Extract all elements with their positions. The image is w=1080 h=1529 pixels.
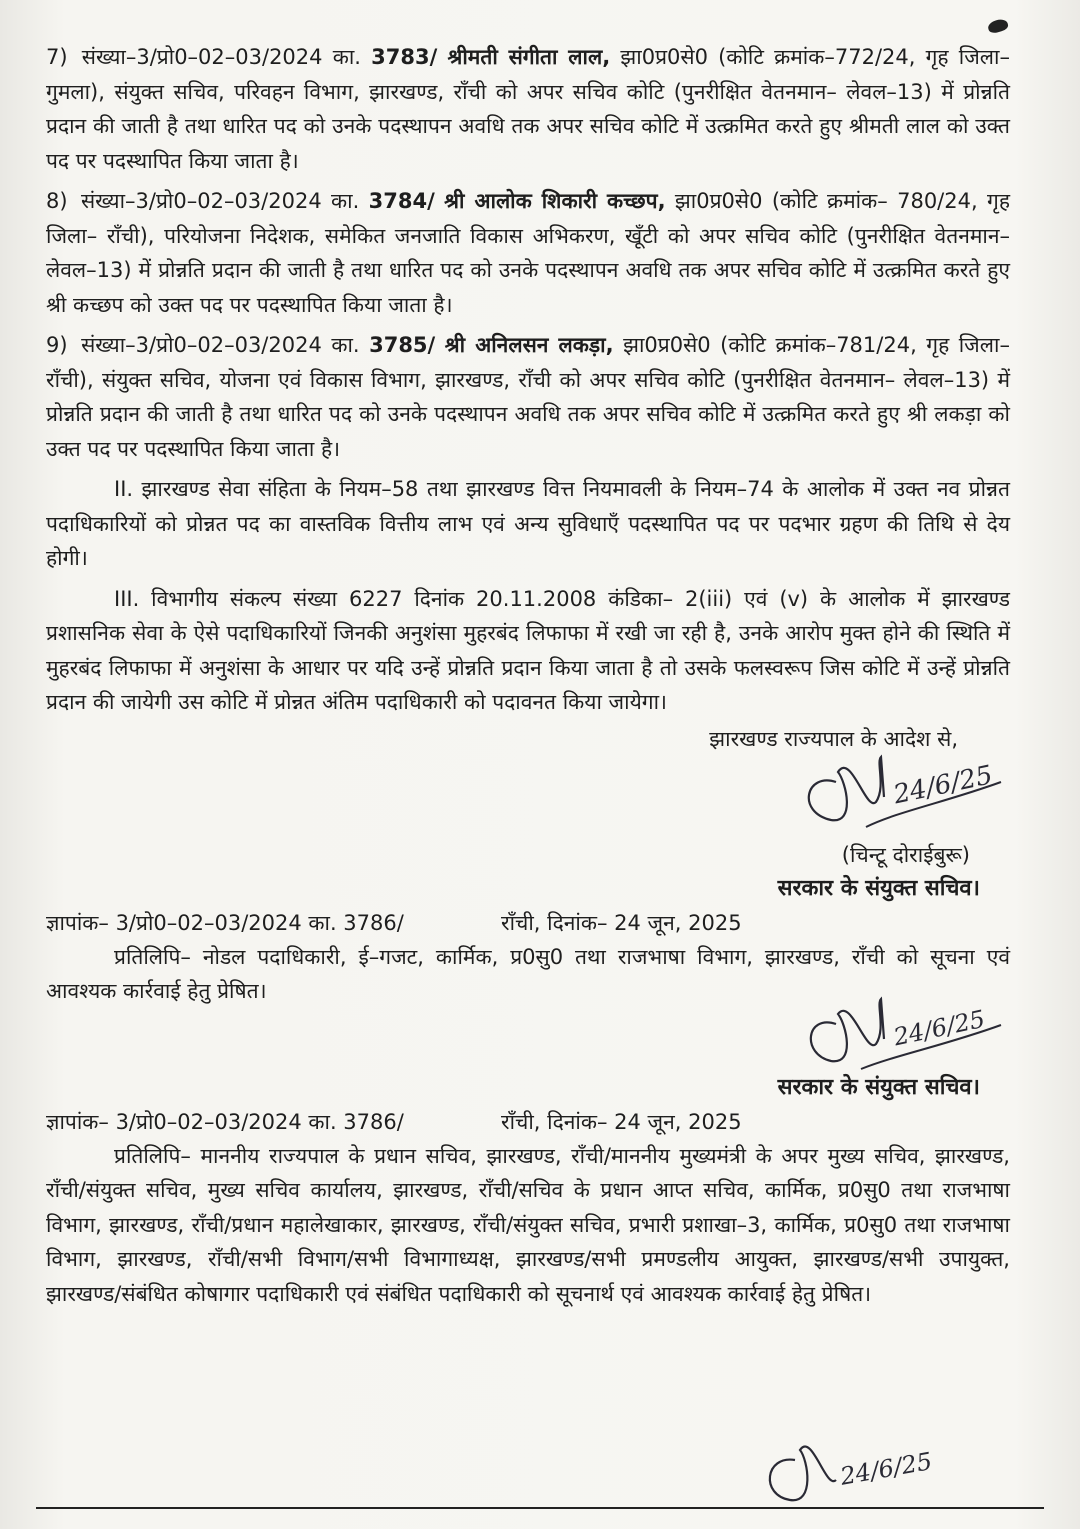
officer-name: श्री आलोक शिकारी कच्छप,	[444, 189, 666, 213]
memo-1-copy: प्रतिलिपि– नोडल पदाधिकारी, ई–गजट, कार्मिक, प्र0सु0 तथा राजभाषा विभाग, झारखण्ड, राँची को सूचना एवं आवश्यक कार्रवाई हेतु प्रेषित।	[46, 944, 1010, 1003]
signatory-title: सरकार के संयुक्त सचिव।	[777, 875, 980, 901]
officer-name: श्रीमती संगीता लाल,	[447, 45, 611, 69]
ink-mark	[987, 18, 1009, 35]
officer-name: श्री अनिलसन लकड़ा,	[444, 333, 614, 357]
svg-text:24/6/25: 24/6/25	[890, 759, 996, 810]
memo-2-copy: प्रतिलिपि– माननीय राज्यपाल के प्रधान सचिव, झारखण्ड, राँची/माननीय मुख्यमंत्री के अपर मुख्य सचिव, झारखण्ड, राँची/संयुक्त सचिव, मुख्य सचिव कार्यालय, झारखण्ड, राँची/सचिव के प्रधान आप्त सचिव, कार्मिक, प्र0सु0 तथा राजभाषा विभाग, झारखण्ड, राँची/प्रधान महालेखाकार, झारखण्ड, राँची/संयुक्त सचिव, प्रभारी प्रशाखा–3, कार्मिक, प्र0सु0 तथा राजभाषा विभाग, झारखण्ड, राँची/सभी विभाग/सभी विभागाध्यक्ष, झारखण्ड/सभी प्रमण्डलीय आयुक्त, झारखण्ड/सभी उपायुक्त, झारखण्ड/संबंधित कोषागार पदाधिकारी एवं संबंधित पदाधिकारी को सूचनार्थ एवं आवश्यक कार्रवाई हेतु प्रेषित।	[46, 1143, 1010, 1306]
signature-block	[46, 756, 1010, 838]
governor-order-line: झारखण्ड राज्यपाल के आदेश से,	[709, 726, 958, 751]
memo-1-header: ज्ञापांक– 3/प्रो0–02–03/2024 का. 3786/ राँची, दिनांक– 24 जून, 2025	[46, 910, 742, 935]
memo-1-signature	[46, 1004, 1010, 1071]
clause-iii: III. विभागीय संकल्प संख्या 6227 दिनांक 20.11.2008 कंडिका– 2(iii) एवं (v) के आलोक में झारखण्ड प्रशासनिक सेवा के ऐसे पदाधिकारियों जिनकी अनुशंसा मुहरबंद लिफाफा में रखी जा रही है, उनके आरोप मुक्त होने की स्थिति में मुहरबंद लिफाफा में अनुशंसा के आधार पर यदि उन्हें प्रोन्नति प्रदान किया जाता है तो उसके फलस्वरूप जिस कोटि में उन्हें प्रोन्नति प्रदान की जायेगी उस कोटि में प्रोन्नत अंतिम पदाधिकारी को पदावनत किया जायेगा।	[46, 586, 1010, 714]
handwritten-signature	[776, 989, 1016, 1079]
clause-ii: II. झारखण्ड सेवा संहिता के नियम–58 तथा झारखण्ड वित्त नियमावली के नियम–74 के आलोक में उक्त नव प्रोन्नत पदाधिकारियों को प्रोन्नत पद का वास्तविक वित्तीय लाभ एवं अन्य सुविधाएँ पदस्थापित पद पर पदभार ग्रहण की तिथि से देय होगी।	[46, 477, 1010, 570]
svg-text:24/6/25: 24/6/25	[891, 1004, 988, 1051]
order-item-7: 7) संख्या–3/प्रो0–02–03/2024 का. 3783/ श्रीमती संगीता लाल, झा0प्र0से0 (कोटि क्रमांक–772/24, गृह जिला– गुमला), संयुक्त सचिव, परिवहन विभाग, झारखण्ड, राँची को अपर सचिव कोटि (पुनरीक्षित वेतनमान– लेवल–13) में प्रोन्नति प्रदान की जाती है तथा धारित पद को उनके पदस्थापन अवधि तक अपर सचिव कोटि में उत्क्रमित करते हुए श्रीमती लाल को उक्त पद पर पदस्थापित किया जाता है।	[46, 45, 1010, 173]
handwritten-signature	[776, 742, 1016, 842]
signatory-name: (चिन्टू दोराईबुरू)	[841, 842, 970, 867]
order-item-8: 8) संख्या–3/प्रो0–02–03/2024 का. 3784/ श्री आलोक शिकारी कच्छप, झा0प्र0से0 (कोटि क्रमांक– 780/24, गृह जिला– राँची), परियोजना निदेशक, समेकित जनजाति विकास अभिकरण, खूँटी को अपर सचिव कोटि (पुनरीक्षित वेतनमान– लेवल–13) में प्रोन्नति प्रदान की जाती है तथा धारित पद को उनके पदस्थापन अवधि तक अपर सचिव कोटि में उत्क्रमित करते हुए श्री कच्छप को उक्त पद पर पदस्थापित किया जाता है।	[46, 189, 1010, 317]
bottom-rule	[36, 1507, 1044, 1509]
svg-text:24/6/25: 24/6/25	[838, 1447, 935, 1491]
memo-1-signatory-title: सरकार के संयुक्त सचिव।	[777, 1074, 980, 1100]
memo-2-header: ज्ञापांक– 3/प्रो0–02–03/2024 का. 3786/ राँची, दिनांक– 24 जून, 2025	[46, 1109, 742, 1134]
order-item-9: 9) संख्या–3/प्रो0–02–03/2024 का. 3785/ श्री अनिलसन लकड़ा, झा0प्र0से0 (कोटि क्रमांक–781/24, गृह जिला– राँची), संयुक्त सचिव, योजना एवं विकास विभाग, झारखण्ड, राँची को अपर सचिव कोटि (पुनरीक्षित वेतनमान– लेवल–13) में प्रोन्नति प्रदान की जाती है तथा धारित पद को उनके पदस्थापन अवधि तक अपर सचिव कोटि में उत्क्रमित करते हुए श्री लकड़ा को उक्त पद पर पदस्थापित किया जाता है।	[46, 333, 1010, 461]
handwritten-signature	[740, 1420, 980, 1510]
